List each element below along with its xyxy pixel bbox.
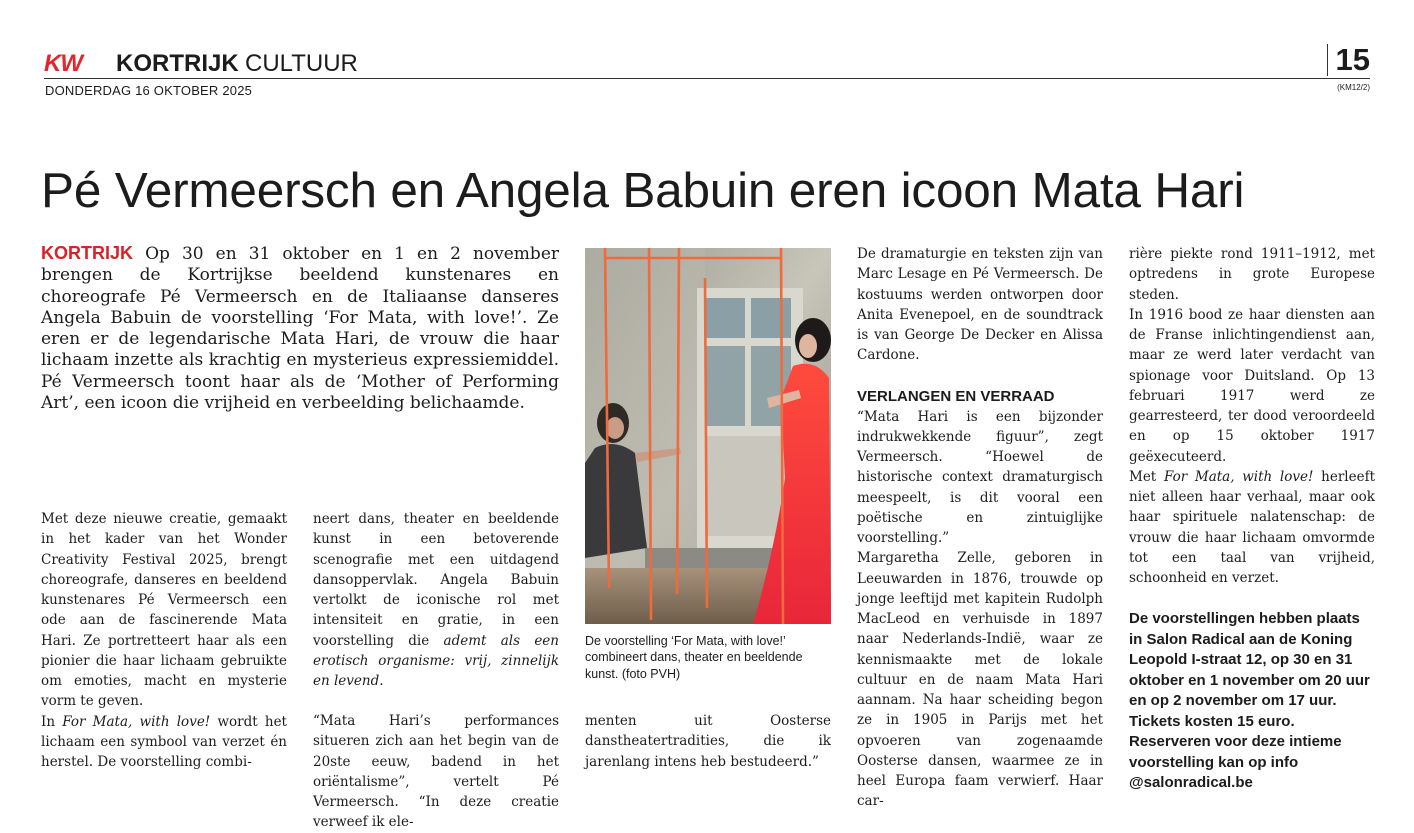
text-span: neert dans, theater en beeldende kunst in een betoverende scenografie met een uitdagend dansoppervlak. Angela Babuin vertolkt de iconische rol met intensiteit en gratie, in een voorstelling die	[313, 511, 559, 649]
performance-photo-illustration	[585, 248, 831, 624]
text-span: In	[41, 713, 63, 730]
paragraph	[313, 509, 559, 691]
photo-caption: De voorstelling ‘For Mata, with love!’ combineert dans, theater en beeldende kunst. (foto PVH)	[585, 634, 803, 681]
paragraph: rière piekte rond 1911–1912, met optredens in grote Europese steden.	[1129, 246, 1375, 303]
quote-italic: ademt als een erotisch organisme: vrij, zinnelijk en levend	[313, 632, 559, 689]
text-span: .	[379, 673, 384, 689]
text-span: herleeft niet alleen haar verhaal, maar ook haar spirituele nalatenschap: de vrouw die haar lichaam omvormde tot een taal van vrijheid, schoonheid en verzet.	[1129, 468, 1375, 586]
paragraph: Met deze nieuwe creatie, gemaakt in het kader van het Wonder Creativity Festival 2025, brengt choreografe, danseres en beeldend kunstenares Pé Vermeersch een ode aan de fascinerende Mata Hari. Ze portretteert haar als een pionier die haar lichaam gebruikte om emoties, macht en mysterie vorm te geven.	[41, 511, 287, 710]
article-photo	[585, 248, 831, 624]
section-title-bold: KORTRIJK	[116, 50, 239, 77]
paragraph: In 1916 bood ze haar diensten aan de Franse inlichtingendienst aan, maar ze werd later verdacht van spionage voor Duitsland. Op 13 februari 1917 werd ze gearresteerd, ter dood veroordeeld en op 15 oktober 1917 geëxecuteerd.	[1129, 306, 1375, 465]
paragraph: “Mata Hari is een bijzonder indrukwekkende figuur”, zegt Vermeersch. “Hoewel de historische context dramaturgisch meespeelt, is dit vooral een poëtische en zintuiglijke voorstelling.”	[857, 408, 1103, 546]
body-column-4	[857, 244, 1103, 812]
body-column-5	[1129, 244, 1375, 794]
paragraph: menten uit Oosterse danstheatertradities, die ik jarenlang intens heb bestudeerd.”	[585, 713, 831, 770]
masthead	[44, 42, 1370, 79]
paragraph: Margaretha Zelle, geboren in Leeuwarden in 1876, trouwde op jonge leeftijd met kapitein Rudolph MacLeod en verhuisde in 1897 naar Nederlands-Indië, waar ze kennismaakte met de lokale cultuur en de naam Mata Hari aannam. Na haar scheiding begon ze in 1905 in Parijs met het opvoeren van zogenaamde Oosterse dansen, waarmee ze in heel Europa faam verwierf. Haar car-	[857, 550, 1103, 810]
paragraph: De dramaturgie en teksten zijn van Marc Lesage en Pé Vermeersch. De kostuums werden ontworpen door Anita Evenepoel, en de soundtrack is van George De Decker en Alissa Cardone.	[857, 246, 1103, 364]
body-column-2-bottom	[313, 711, 559, 833]
body-column-2	[313, 509, 559, 691]
show-title: For Mata, with love!	[1163, 468, 1314, 485]
body-column-1	[41, 509, 287, 772]
edition-code: (KM12/2)	[1337, 83, 1370, 92]
lead-text: Op 30 en 31 oktober en 1 en 2 november brengen de Kortrijkse beeldend kunstenares en choreografe Pé Vermeersch en de Italiaanse danseres Angela Babuin de voorstelling ‘For Mata, with love!’. Ze eren er de legendarische Mata Hari, de vrouw die haar lichaam inzette als krachtig en mysterieus expressiemiddel. Pé Vermeersch toont haar als de ‘Mother of Performing Art’, een icoon die vrijheid en verbeelding belichaamde.	[41, 244, 560, 414]
article-subhead: VERLANGEN EN VERRAAD	[857, 387, 1055, 405]
text-span: Met	[1129, 468, 1164, 485]
kicker-location: KORTRIJK	[41, 243, 134, 263]
practical-info: De voorstellingen hebben plaats in Salon Radical aan de Koning Leopold I-straat 12, op 30 en 31 oktober en 1 november om 20 uur en op 2 november om 17 uur. Tickets kosten 15 euro. Reserveren voor deze intieme voorstelling kan op info @salonradical.be	[1129, 610, 1370, 792]
paragraph	[41, 712, 287, 773]
section-title-light: CULTUUR	[245, 50, 358, 77]
text-span: wordt het lichaam een symbool van verzet én herstel. De voorstelling combi-	[41, 713, 287, 770]
paragraph	[1129, 467, 1375, 589]
paragraph: “Mata Hari’s performances situeren zich aan het begin van de 20ste eeuw, badend in het oriëntalisme”, vertelt Pé Vermeersch. “In deze creatie verweef ik ele-	[313, 713, 559, 831]
show-title: For Mata, with love!	[62, 713, 211, 730]
article-lead	[41, 243, 559, 414]
kw-logo: KW	[44, 50, 82, 77]
article-headline: Pé Vermeersch en Angela Babuin eren icoon Mata Hari	[41, 163, 1245, 218]
issue-date: DONDERDAG 16 OKTOBER 2025	[45, 83, 253, 98]
page-number: 15	[1327, 44, 1370, 76]
body-column-3-bottom	[585, 711, 831, 772]
